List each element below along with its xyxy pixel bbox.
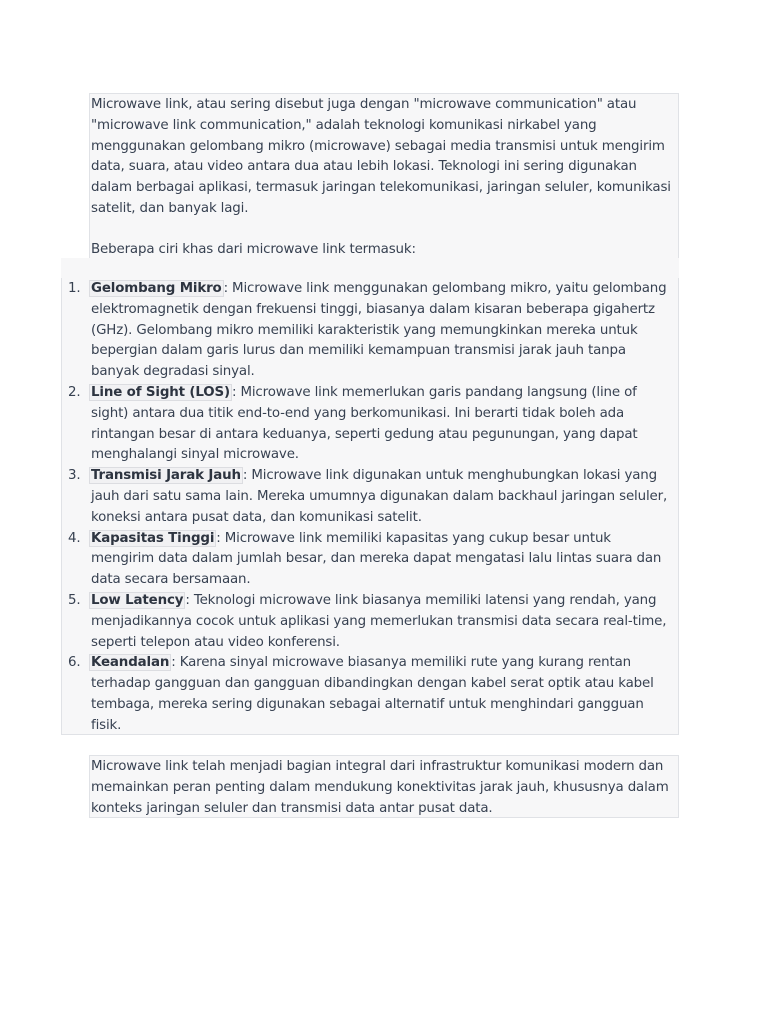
outro-paragraph: Microwave link telah menjadi bagian integral dari infrastruktur komunikasi modern dan memainkan peran penting dalam mendukung konektivitas jarak jauh, khususnya dalam konteks jaringan seluler dan transmisi data antar pusat data. <box>91 759 669 816</box>
intro-lead: Beberapa ciri khas dari microwave link termasuk: <box>91 241 416 257</box>
list-number: 4. <box>68 530 81 546</box>
intro-block <box>89 93 679 259</box>
outro-block <box>89 755 679 818</box>
feature-term: Transmisi Jarak Jauh <box>91 468 241 484</box>
intro-paragraph: Microwave link, atau sering disebut juga dengan "microwave communication" atau "microwave link communication," adalah teknologi komunikasi nirkabel yang menggunakan gelombang mikro (microwave) sebagai media transmisi untuk mengirim data, suara, atau video antara dua atau lebih lokasi. Teknologi ini sering digunakan dalam berbagai aplikasi, termasuk jaringan telekomunikasi, jaringan seluler, komunikasi satelit, dan banyak lagi. <box>91 97 671 216</box>
feature-description: : Karena sinyal microwave biasanya memiliki rute yang kurang rentan terhadap gangguan dan gangguan dibandingkan dengan kabel serat optik atau kabel tembaga, mereka sering digunakan sebagai alternatif untuk menghindari gangguan fisik. <box>91 655 654 733</box>
feature-term: Line of Sight (LOS) <box>91 384 230 400</box>
list-number: 2. <box>68 384 81 400</box>
list-item <box>62 529 678 591</box>
list-item <box>62 466 678 528</box>
feature-description: : Microwave link digunakan untuk menghubungkan lokasi yang jauh dari satu sama lain. Mereka umumnya digunakan dalam backhaul jaringan seluler, koneksi antara pusat data, dan komunikasi satelit. <box>91 468 668 525</box>
feature-description: : Microwave link memerlukan garis pandang langsung (line of sight) antara dua titik end-to-end yang berkomunikasi. Ini berarti tidak boleh ada rintangan besar di antara keduanya, seperti gedung atau pegunungan, yang dapat menghalangi sinyal microwave. <box>91 384 638 463</box>
feature-term: Keandalan <box>91 655 170 671</box>
list-item <box>62 383 678 466</box>
feature-term: Low Latency <box>91 592 184 608</box>
feature-description: : Microwave link menggunakan gelombang mikro, yaitu gelombang elektromagnetik dengan frekuensi tinggi, biasanya dalam kisaran beberapa gigahertz (GHz). Gelombang mikro memiliki karakteristik yang memungkinkan mereka untuk bepergian dalam garis lurus dan memiliki kemampuan transmisi jarak jauh tanpa banyak degradasi sinyal. <box>91 281 667 380</box>
list-item <box>62 591 678 653</box>
list-item <box>62 279 678 383</box>
list-number: 3. <box>68 468 81 484</box>
list-number: 5. <box>68 592 81 608</box>
feature-description: : Microwave link memiliki kapasitas yang cukup besar untuk mengirim data dalam jumlah besar, dan mereka dapat mengatasi lalu lintas suara dan data secara bersamaan. <box>91 530 662 588</box>
list-number: 1. <box>68 281 81 296</box>
list-item <box>62 653 678 736</box>
list-number: 6. <box>68 655 81 671</box>
feature-description: : Teknologi microwave link biasanya memiliki latensi yang rendah, yang menjadikannya cocok untuk aplikasi yang memerlukan transmisi data secara real-time, seperti telepon atau video konferensi. <box>91 592 667 650</box>
features-list-block <box>61 277 679 735</box>
feature-term: Gelombang Mikro <box>91 281 222 296</box>
feature-term: Kapasitas Tinggi <box>91 530 215 546</box>
features-list <box>62 279 678 737</box>
